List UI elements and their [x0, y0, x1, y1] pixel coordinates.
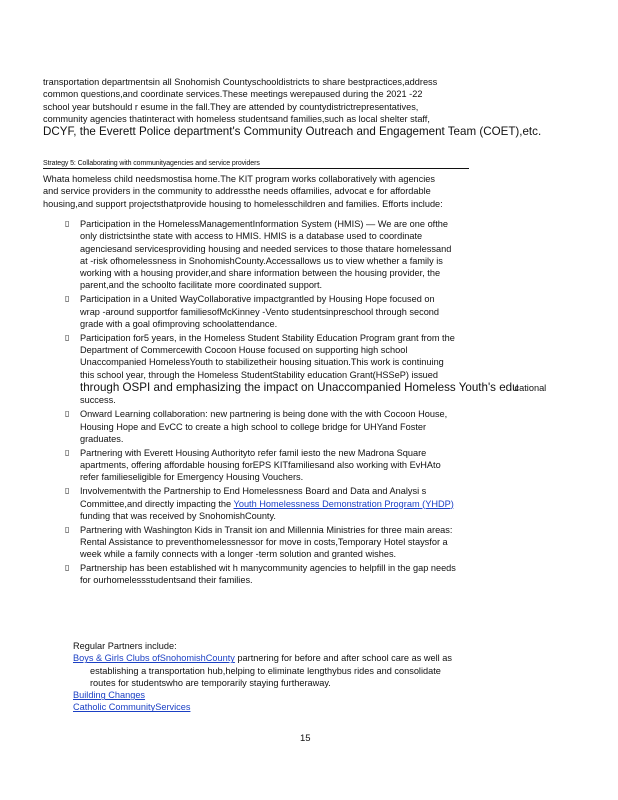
efforts-list: [65, 218, 574, 588]
intro-paragraph: [43, 76, 575, 138]
list-item: [65, 408, 574, 445]
text-line: grade with a goal ofimproving schoolattendance.: [80, 318, 278, 329]
text-line: graduates.: [80, 433, 124, 444]
list-item: [65, 447, 574, 484]
bullet-icon: ▯: [65, 409, 70, 419]
text-line: housing,and support projectsthatprovide housing to homelesschildren and families. Efforts include:: [43, 198, 443, 209]
text-line: refer familieseligible for Emergency Housing Vouchers.: [80, 472, 304, 483]
text-line: for ourhomelessstudentsand their families.: [80, 575, 253, 586]
list-item: [65, 562, 574, 587]
strategy-paragraph: [43, 173, 575, 210]
text-line: Participation in the HomelessManagementInformation System (HMIS) — We are one ofthe: [80, 219, 449, 229]
text-line: Onward Learning collaboration: new partnering is being done with the with Cocoon House,: [80, 409, 448, 420]
text-line: and service providers in the community to addressthe needs offamilies, advocat e for affordable: [43, 186, 431, 197]
list-item: [65, 293, 574, 330]
text-line: Partnership has been established wit h manycommunity agencies to helpfill in the gap needs: [80, 563, 456, 574]
text-line: community agencies thatinteract with homeless studentsand families,such as local shelter staff,: [43, 113, 430, 124]
text-line: [73, 652, 575, 664]
bullet-icon: ▯: [65, 563, 70, 573]
list-item: [65, 524, 574, 561]
text-line: Involvementwith the Partnership to End Homelessness Board and Data and Analysi s: [80, 486, 427, 497]
text-line: at -risk ofhomelessness in SnohomishCounty.Accessallows us to view whether a family is: [80, 255, 443, 266]
text-line: wrap -around supportfor familiesofMcKinney -Vento studentsinpreschool through second: [80, 306, 440, 317]
bullet-icon: ▯: [65, 219, 70, 228]
text-fragment: cational: [514, 383, 547, 394]
boys-girls-clubs-link[interactable]: Boys & Girls Clubs ofSnohomishCounty: [73, 653, 235, 664]
text-line: Unaccompanied HomelessYouth to stabilizetheir housing situation.This work is continuing: [80, 357, 444, 368]
catholic-community-services-link[interactable]: Catholic CommunityServices: [73, 702, 191, 713]
text-line: transportation departmentsin all Snohomish Countyschooldistricts to share bestpractices,address: [43, 77, 438, 87]
text-line: [73, 701, 575, 713]
text-line: Partnering with Washington Kids in Transit ion and Millennia Ministries for three main areas:: [80, 524, 453, 535]
text-line: parent,and the schoolto facilitate more coordinated support.: [80, 280, 323, 291]
list-item: [65, 332, 574, 407]
text-line: only districtsinthe state with access to HMIS. HMIS is a database used to coordinate: [80, 231, 423, 242]
text-line: apartments, offering affordable housing forEPS KITfamiliesand also working with EvHAto: [80, 460, 441, 471]
strategy-heading: Strategy 5: Collaborating with communityagencies and service providers: [43, 160, 469, 169]
list-item: [65, 485, 574, 522]
text-line: success.: [80, 395, 116, 406]
text-line: agenciesand servicesproviding housing and needed services to those thatare homelessand: [80, 243, 452, 254]
yhdp-link[interactable]: Youth Homelessness Demonstration Program (YHDP): [233, 498, 454, 509]
bullet-icon: ▯: [65, 294, 70, 304]
text-line: week while a family connects with a longer -term solution and granted wishes.: [80, 549, 397, 560]
text-line: Whata homeless child needsmostisa home.The KIT program works collaboratively with agencies: [43, 174, 436, 184]
text-fragment: partnering for before and after school care as well as: [234, 653, 452, 664]
emphasis-text: through OSPI and emphasizing the impact on Unaccompanied Homeless Youth's edu: [80, 381, 519, 395]
building-changes-link[interactable]: Building Changes: [73, 690, 146, 701]
text-line: Participation in a United WayCollaborative impactgrantled by Housing Hope focused on: [80, 294, 435, 305]
list-item: [65, 218, 574, 292]
partners-label: Regular Partners include:: [73, 641, 177, 651]
bullet-icon: ▯: [65, 447, 70, 457]
text-line: common questions,and coordinate services.These meetings werepaused during the 2021 -22: [43, 89, 423, 100]
text-line: establishing a transportation hub,helping to eliminate lengthybus rides and consolidate: [90, 665, 441, 676]
text-line: funding that was received by SnohomishCounty.: [80, 510, 276, 521]
text-line: Rental Assistance to preventhomelessnessor for move in costs,Temporary Hotel staysfor a: [80, 536, 448, 547]
bullet-icon: ▯: [65, 486, 70, 496]
text-line: DCYF, the Everett Police department's Community Outreach and Engagement Team (COET),etc.: [43, 125, 542, 139]
text-line: Department of Commercewith Cocoon House focused on supporting high school: [80, 345, 408, 356]
text-line: routes for studentswho are temporarily staying furtheraway.: [90, 677, 331, 688]
text-line: Housing Hope and EvCC to create a high school to college bridge for UHYand Foster: [80, 421, 427, 432]
text-line: [73, 689, 575, 701]
text-line: [80, 498, 574, 510]
text-fragment: Committee,and directly impacting the: [80, 498, 234, 509]
text-line: working with a housing provider,and share information between the housing provider, the: [80, 268, 441, 279]
text-line: Partnering with Everett Housing Authorityto refer famil iesto the new Madrona Square: [80, 447, 427, 458]
text-line: Participation for5 years, in the Homeless Student Stability Education Program grant from the: [80, 332, 455, 343]
text-line: [80, 381, 574, 394]
regular-partners: [73, 640, 575, 714]
bullet-icon: ▯: [65, 524, 70, 534]
bullet-icon: ▯: [65, 332, 70, 342]
page-number: 15: [300, 733, 311, 744]
text-line: school year butshould r esume in the fall.They are attended by countydistrictrepresentatives,: [43, 101, 419, 112]
text-line: this school year, through the Homeless StudentStability education Grant(HSSeP) issued: [80, 369, 438, 380]
